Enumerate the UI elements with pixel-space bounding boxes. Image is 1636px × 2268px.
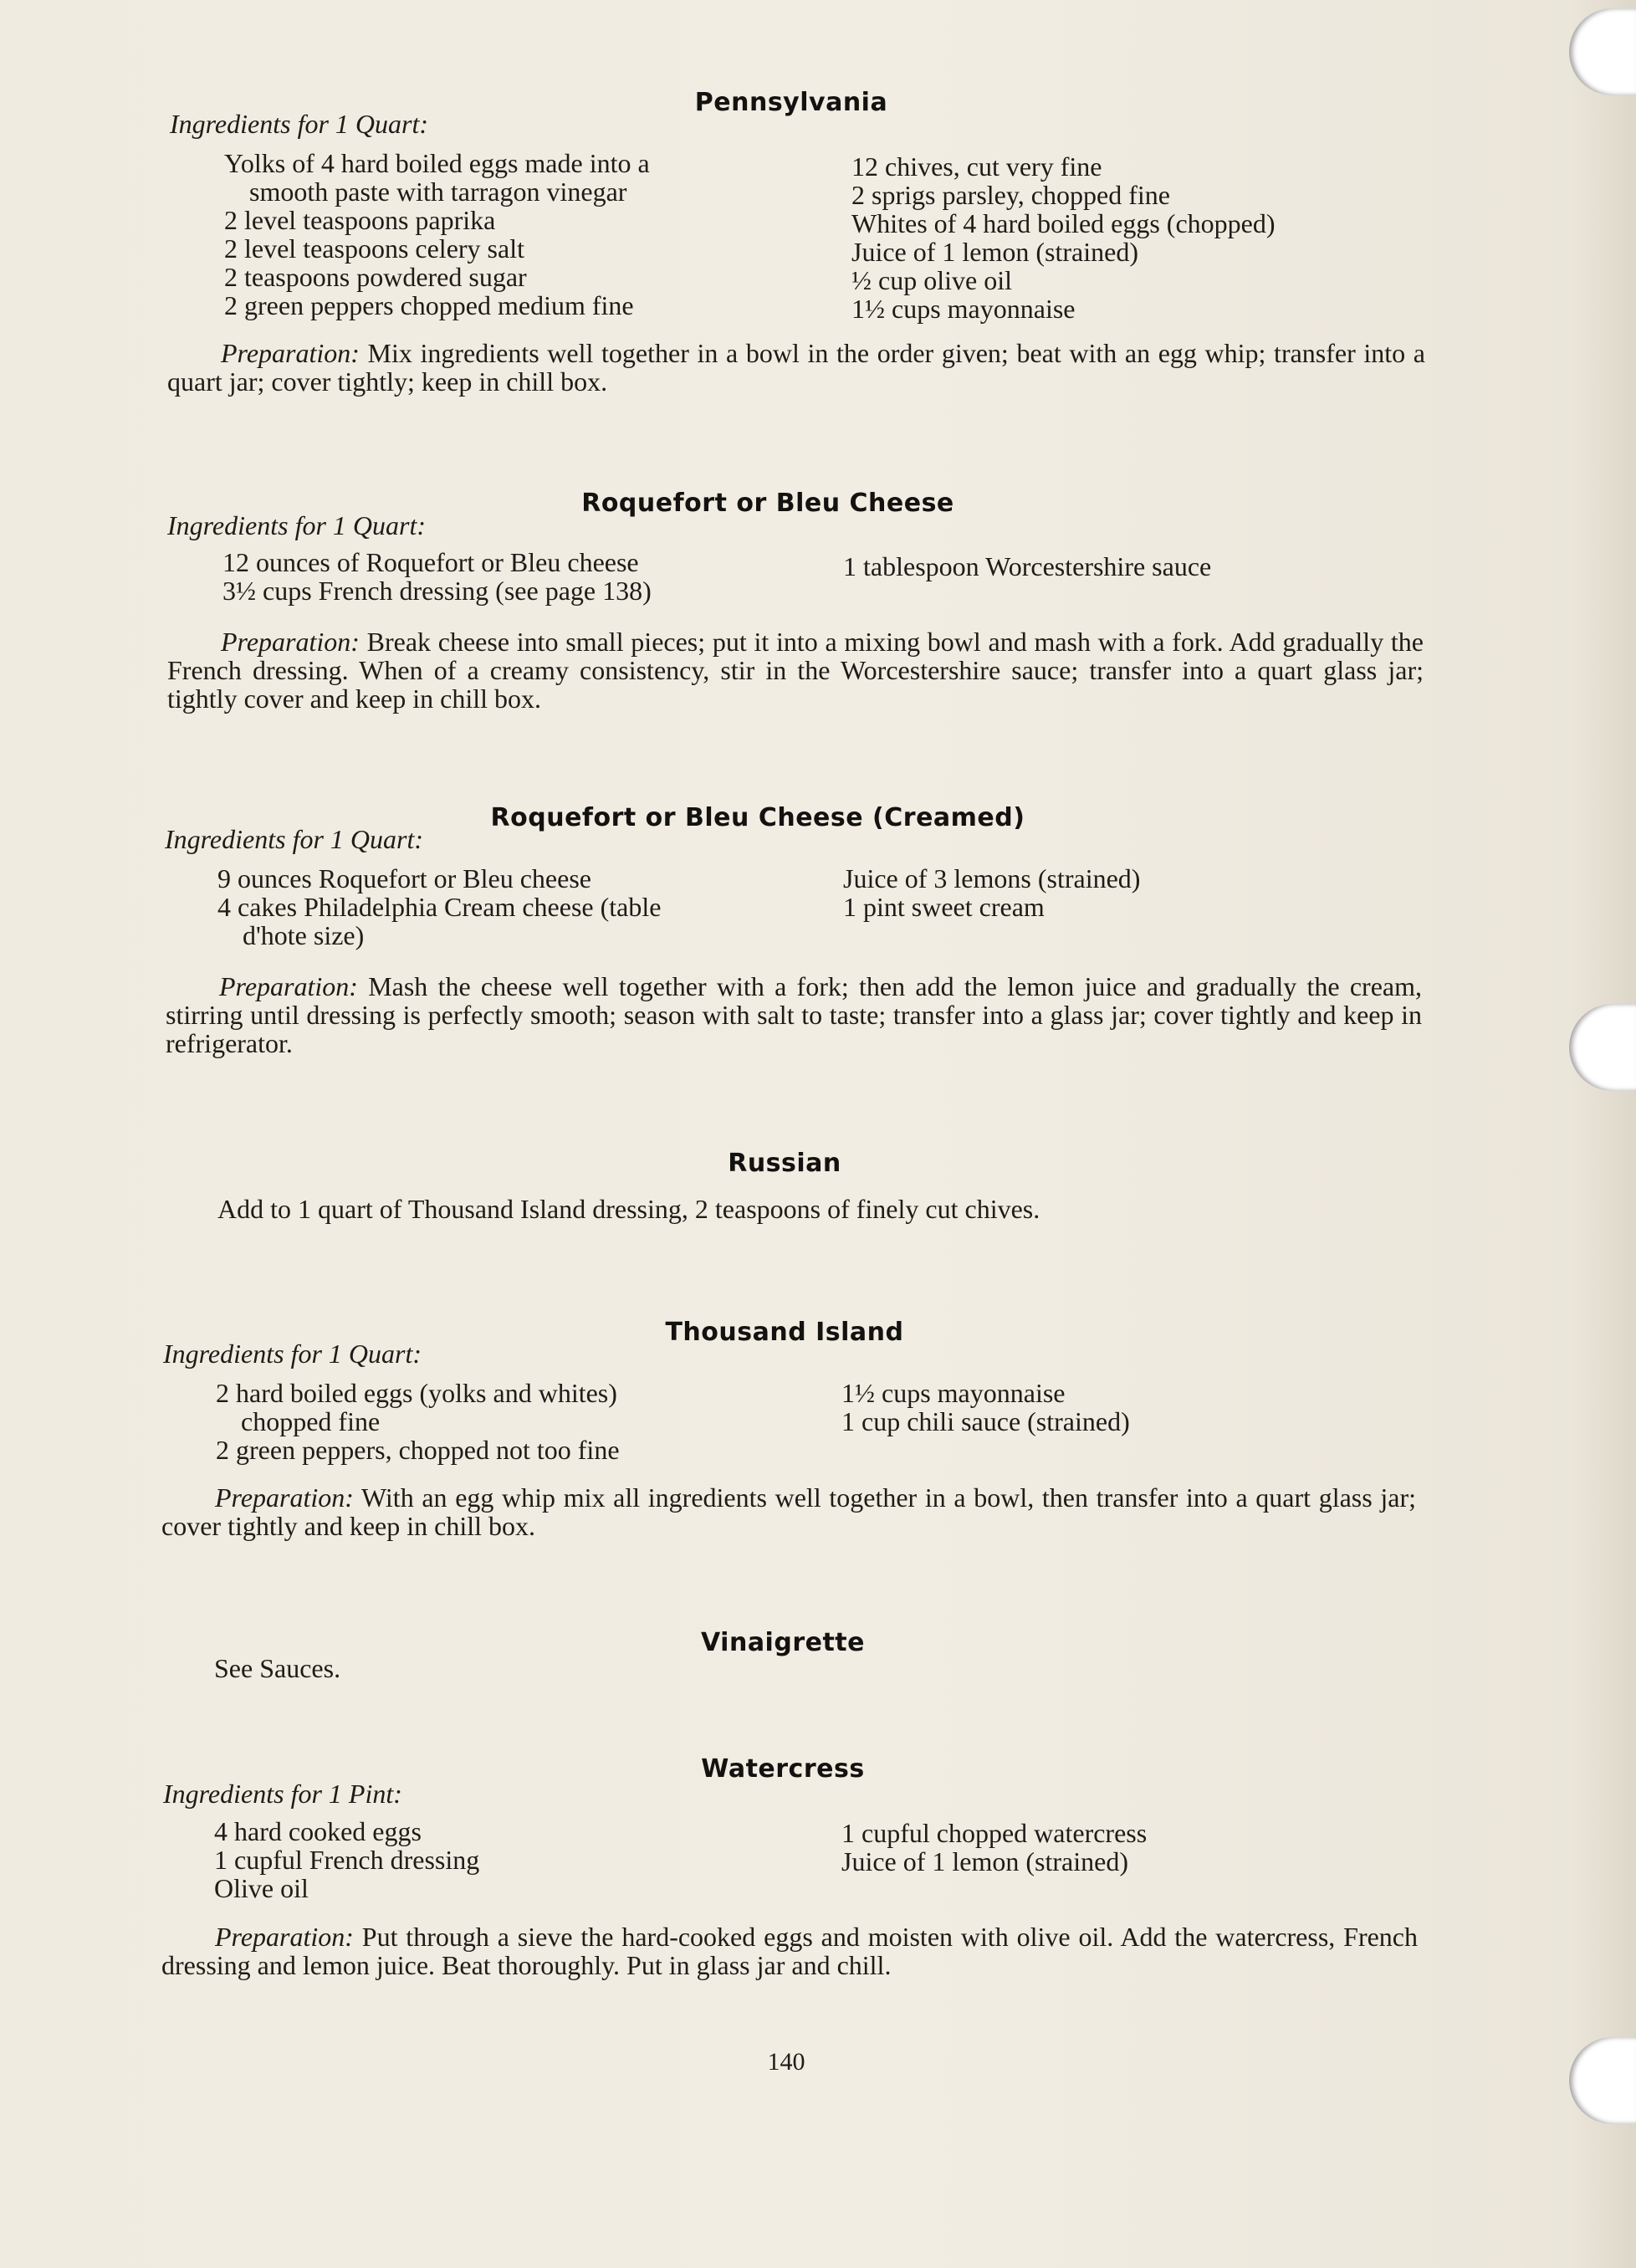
ingredients-right-column	[843, 552, 1211, 581]
preparation-text	[161, 1483, 1416, 1540]
ingredient-line: 2 hard boiled eggs (yolks and whites)	[216, 1378, 617, 1408]
ingredients-label: Ingredients for 1 Quart:	[170, 109, 429, 139]
preparation-body: With an egg whip mix all ingredients well together in a bowl, then transfer into a quart glass jar; cover tightly and keep in chill box.	[161, 1482, 1417, 1541]
ingredient-line: 2 level teaspoons paprika	[224, 205, 496, 235]
preparation-label: Preparation:	[215, 1482, 354, 1513]
ingredient-line: Juice of 1 lemon (strained)	[851, 237, 1138, 267]
ingredients-left-column	[214, 1817, 479, 1902]
ingredients-right-column	[851, 152, 1276, 323]
recipe-title: Vinaigrette	[700, 1628, 865, 1657]
ingredient-line: 1 cup chili sauce (strained)	[841, 1406, 1130, 1436]
ingredient-line: 1½ cups mayonnaise	[841, 1378, 1066, 1408]
recipe-text: See Sauces.	[214, 1653, 341, 1683]
preparation-text	[167, 339, 1425, 396]
ingredients-label: Ingredients for 1 Pint:	[163, 1779, 402, 1809]
ingredients-right-column	[843, 864, 1140, 921]
ingredient-line: 9 ounces Roquefort or Bleu cheese	[217, 863, 591, 893]
preparation-label: Preparation:	[221, 338, 360, 368]
ingredient-line: 1 cupful chopped watercress	[841, 1818, 1148, 1848]
ingredients-label: Ingredients for 1 Quart:	[165, 824, 424, 854]
preparation-text	[161, 1922, 1418, 1979]
ingredient-line: 2 green peppers, chopped not too fine	[216, 1435, 620, 1465]
punch-hole	[1569, 8, 1636, 95]
ingredient-line: d'hote size)	[243, 920, 365, 950]
ingredient-line: 12 ounces of Roquefort or Bleu cheese	[222, 547, 639, 577]
preparation-body: Mash the cheese well together with a fork; then add the lemon juice and gradually the cream, stirring until dressing is perfectly smooth; season with salt to taste; transfer into a glass jar; cover tightly and keep in refrigerator.	[166, 971, 1423, 1058]
punch-hole	[1569, 1004, 1636, 1091]
ingredient-line: 2 sprigs parsley, chopped fine	[851, 180, 1170, 210]
ingredient-line: 1½ cups mayonnaise	[851, 294, 1076, 324]
ingredients-right-column	[841, 1379, 1130, 1436]
ingredient-line: 2 green peppers chopped medium fine	[224, 290, 634, 320]
ingredient-line: Yolks of 4 hard boiled eggs made into a	[224, 148, 650, 178]
punch-hole	[1569, 2037, 1636, 2124]
ingredient-line: 2 teaspoons powdered sugar	[224, 262, 527, 292]
ingredients-left-column	[222, 548, 652, 605]
ingredients-label: Ingredients for 1 Quart:	[167, 510, 427, 540]
recipe-text: Add to 1 quart of Thousand Island dressing, 2 teaspoons of finely cut chives.	[217, 1194, 1040, 1224]
ingredient-line: Juice of 3 lemons (strained)	[843, 863, 1141, 893]
preparation-label: Preparation:	[219, 971, 358, 1001]
ingredient-line: 1 tablespoon Worcestershire sauce	[843, 551, 1212, 581]
ingredients-left-column	[216, 1379, 620, 1464]
ingredients-right-column	[841, 1819, 1147, 1876]
recipe-title: Roquefort or Bleu Cheese	[581, 489, 954, 518]
ingredient-line: Olive oil	[214, 1873, 309, 1903]
ingredient-line: 1 pint sweet cream	[843, 892, 1045, 922]
ingredient-line: Whites of 4 hard boiled eggs (chopped)	[851, 208, 1276, 238]
recipe-title: Thousand Island	[665, 1318, 904, 1347]
recipe-title: Watercress	[701, 1754, 865, 1784]
ingredients-left-column	[217, 864, 661, 950]
ingredient-line: ½ cup olive oil	[851, 265, 1012, 295]
ingredient-line: 1 cupful French dressing	[214, 1845, 480, 1875]
ingredient-line: 4 hard cooked eggs	[214, 1816, 422, 1846]
ingredient-line: 3½ cups French dressing (see page 138)	[222, 576, 652, 606]
preparation-label: Preparation:	[221, 627, 360, 657]
recipe-title: Russian	[728, 1149, 841, 1178]
preparation-text	[166, 972, 1422, 1057]
ingredient-line: chopped fine	[241, 1406, 381, 1436]
ingredients-left-column	[224, 149, 650, 320]
preparation-body: Put through a sieve the hard-cooked eggs and moisten with olive oil. Add the watercress, French dressing and lemon juice. Beat thoroughly. Put in glass jar and chill.	[161, 1922, 1419, 1980]
ingredient-line: 2 level teaspoons celery salt	[224, 233, 524, 264]
ingredients-label: Ingredients for 1 Quart:	[163, 1339, 422, 1369]
ingredient-line: smooth paste with tarragon vinegar	[249, 177, 627, 207]
ingredient-line: 4 cakes Philadelphia Cream cheese (table	[217, 892, 662, 922]
recipe-title: Pennsylvania	[694, 88, 888, 117]
preparation-body: Break cheese into small pieces; put it into a mixing bowl and mash with a fork. Add gradually the French dressing. When of a creamy consistency, stir in the Worcestershire sauce; transfer into a quart glass jar; tightly cover and keep in chill box.	[167, 627, 1424, 714]
ingredient-line: 12 chives, cut very fine	[851, 151, 1102, 182]
ingredient-line: Juice of 1 lemon (strained)	[841, 1846, 1128, 1876]
recipe-title: Roquefort or Bleu Cheese (Creamed)	[490, 803, 1025, 832]
preparation-body: Mix ingredients well together in a bowl in the order given; beat with an egg whip; transfer into a quart jar; cover tightly; keep in chill box.	[167, 338, 1426, 397]
preparation-label: Preparation:	[215, 1922, 354, 1952]
preparation-text	[167, 627, 1424, 713]
page-number: 140	[767, 2048, 805, 2076]
